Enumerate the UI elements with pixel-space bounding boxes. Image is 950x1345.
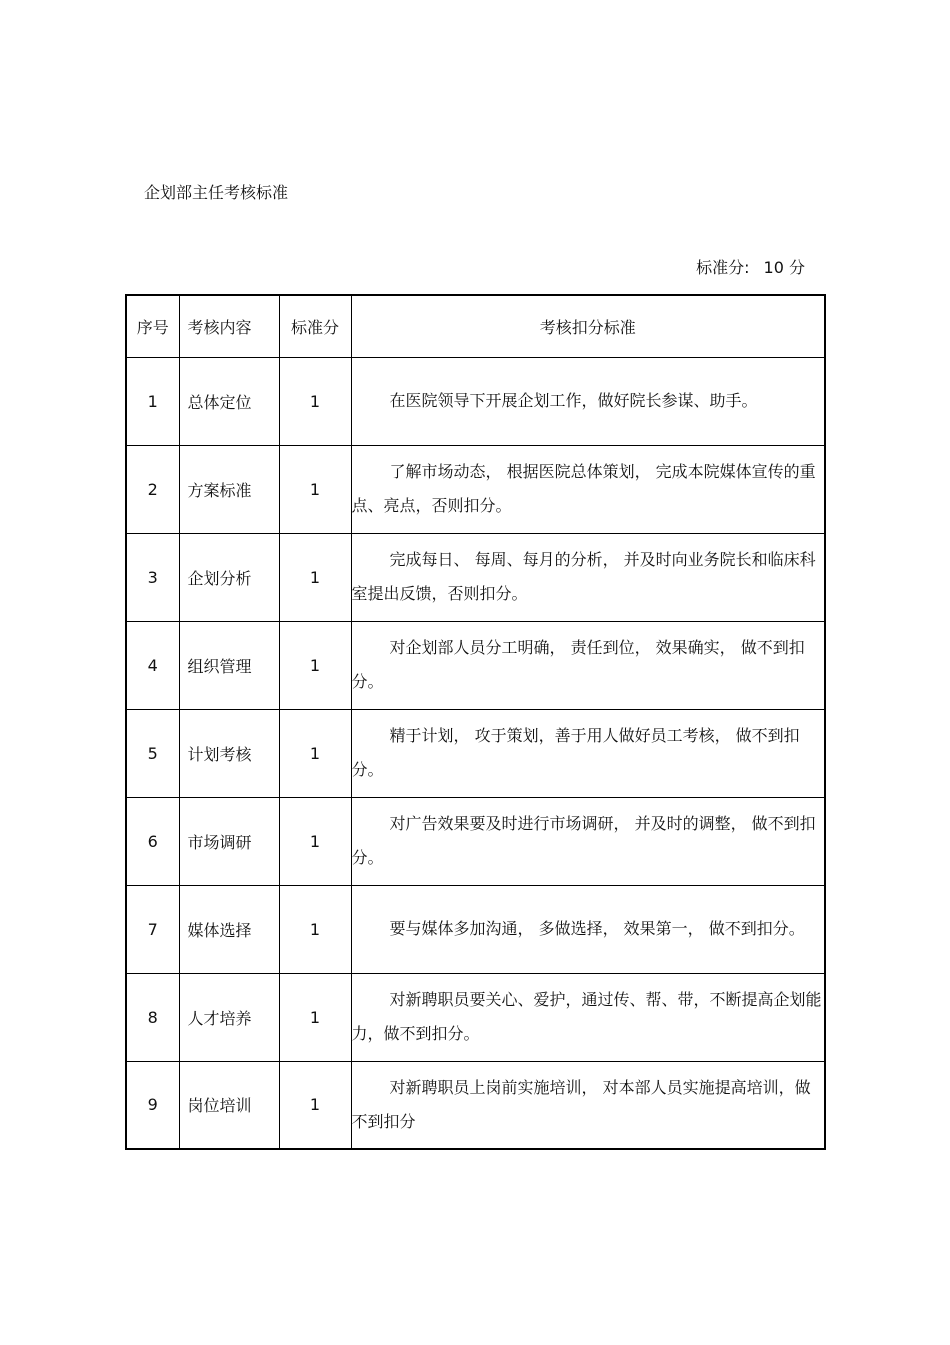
assessment-table [125, 294, 826, 1150]
row-criteria [351, 357, 825, 445]
table-row [126, 709, 825, 797]
row-criteria-text: 对企划部人员分工明确， 责任到位， 效果确实， 做不到扣分。 [351, 638, 805, 691]
row-score: 1 [279, 445, 351, 533]
header-score: 标准分 [279, 295, 351, 357]
standard-score [696, 256, 805, 280]
row-criteria-text: 了解市场动态， 根据医院总体策划， 完成本院媒体宣传的重点、亮点，否则扣分。 [351, 462, 816, 515]
header-item: 考核内容 [179, 295, 279, 357]
row-score: 1 [279, 621, 351, 709]
row-no: 2 [126, 445, 179, 533]
row-item: 方案标准 [179, 445, 279, 533]
row-criteria-text: 要与媒体多加沟通， 多做选择， 效果第一， 做不到扣分。 [389, 919, 805, 938]
row-criteria [351, 533, 825, 621]
header-criteria: 考核扣分标准 [351, 295, 825, 357]
row-criteria-text: 对新聘职员上岗前实施培训， 对本部人员实施提高培训，做不到扣分 [351, 1077, 811, 1131]
document-title: 企划部主任考核标准 [144, 183, 289, 202]
row-criteria [351, 885, 825, 973]
row-item: 总体定位 [179, 357, 279, 445]
row-score: 1 [279, 797, 351, 885]
standard-score-value: 10 分 [763, 258, 805, 277]
row-item: 市场调研 [179, 797, 279, 885]
row-item: 人才培养 [179, 973, 279, 1061]
row-criteria-text: 在医院领导下开展企划工作，做好院长参谋、助手。 [389, 391, 758, 410]
row-no: 5 [126, 709, 179, 797]
row-no: 6 [126, 797, 179, 885]
table-row [126, 1061, 825, 1149]
row-no: 8 [126, 973, 179, 1061]
row-score: 1 [279, 1061, 351, 1149]
row-item: 计划考核 [179, 709, 279, 797]
row-criteria-text: 精于计划， 攻于策划，善于用人做好员工考核， 做不到扣分。 [351, 726, 800, 779]
row-criteria-text: 完成每日、 每周、每月的分析， 并及时向业务院长和临床科室提出反馈，否则扣分。 [351, 550, 816, 603]
table-header-row [126, 295, 825, 357]
row-criteria [351, 621, 825, 709]
header-no: 序号 [126, 295, 179, 357]
row-criteria [351, 797, 825, 885]
row-item: 组织管理 [179, 621, 279, 709]
table-row [126, 445, 825, 533]
row-criteria [351, 1061, 825, 1149]
row-no: 9 [126, 1061, 179, 1149]
row-no: 1 [126, 357, 179, 445]
row-criteria [351, 445, 825, 533]
row-score: 1 [279, 709, 351, 797]
table-row [126, 357, 825, 445]
row-score: 1 [279, 885, 351, 973]
table-row [126, 973, 825, 1061]
row-item: 岗位培训 [179, 1061, 279, 1149]
row-criteria [351, 709, 825, 797]
row-no: 3 [126, 533, 179, 621]
table-row [126, 797, 825, 885]
row-no: 4 [126, 621, 179, 709]
table-row [126, 533, 825, 621]
row-criteria [351, 973, 825, 1061]
row-score: 1 [279, 357, 351, 445]
standard-score-label: 标准分: [696, 258, 750, 277]
row-item: 媒体选择 [179, 885, 279, 973]
row-score: 1 [279, 533, 351, 621]
row-criteria-text: 对新聘职员要关心、爱护，通过传、帮、带，不断提高企划能力，做不到扣分。 [351, 990, 822, 1043]
row-criteria-text: 对广告效果要及时进行市场调研， 并及时的调整， 做不到扣分。 [351, 814, 816, 867]
table-row [126, 621, 825, 709]
row-item: 企划分析 [179, 533, 279, 621]
row-no: 7 [126, 885, 179, 973]
row-score: 1 [279, 973, 351, 1061]
table-row [126, 885, 825, 973]
